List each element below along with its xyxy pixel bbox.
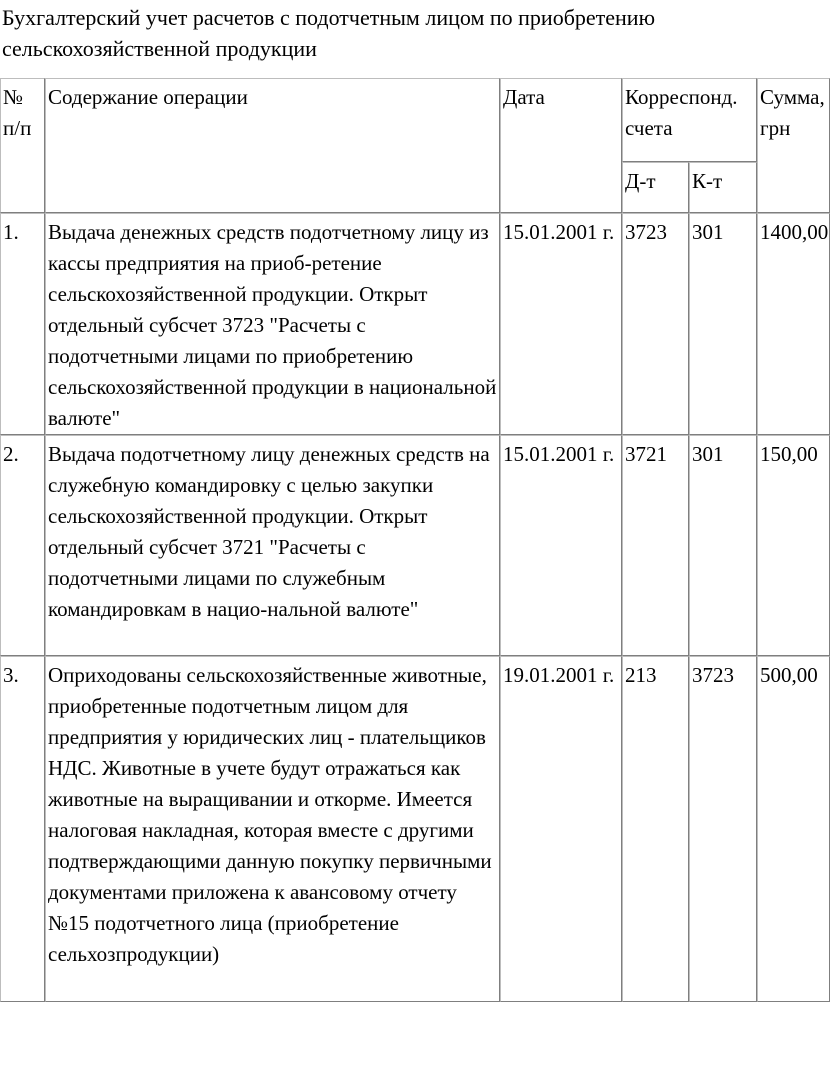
header-content: Содержание операции: [45, 78, 500, 213]
row-debit: 3723: [622, 213, 689, 435]
table-row: [0, 435, 830, 656]
header-date: Дата: [500, 78, 622, 213]
header-number: № п/п: [0, 78, 45, 213]
header-accounts: Корреспонд. счета: [622, 78, 757, 162]
table-row: [0, 656, 830, 1002]
row-date: 19.01.2001 г.: [500, 656, 622, 1002]
row-number: 1.: [0, 213, 45, 435]
header-credit: К-т: [689, 162, 757, 213]
row-credit: 3723: [689, 656, 757, 1002]
row-debit: 3721: [622, 435, 689, 656]
header-debit: Д-т: [622, 162, 689, 213]
table-row: [0, 213, 830, 435]
header-sum: Сумма, грн: [757, 78, 830, 213]
row-debit: 213: [622, 656, 689, 1002]
row-content: Оприходованы сельскохозяйственные животные, приобретенные подотчетным лицом для предприятия у юридических лиц - плательщиков НДС. Животные в учете будут отражаться как животные на выращивании и откорме. Имеется налоговая накладная, которая вместе с другими подтверждающими данную покупку первичными документами приложена к авансовому отчету №15 подотчетного лица (приобретение сельхозпродукции): [45, 656, 500, 1002]
table-frame: [0, 78, 830, 1080]
row-credit: 301: [689, 213, 757, 435]
row-sum: 500,00: [757, 656, 830, 1002]
document-title: Бухгалтерский учет расчетов с подотчетным лицом по приобретению сельскохозяйственной продукции: [2, 5, 656, 61]
accounting-table: [0, 78, 830, 1002]
row-credit: 301: [689, 435, 757, 656]
row-sum: 150,00: [757, 435, 830, 656]
row-number: 2.: [0, 435, 45, 656]
row-sum: 1400,00: [757, 213, 830, 435]
row-date: 15.01.2001 г.: [500, 435, 622, 656]
row-date: 15.01.2001 г.: [500, 213, 622, 435]
row-number: 3.: [0, 656, 45, 1002]
row-content: Выдача денежных средств подотчетному лицу из кассы предприятия на приоб-ретение сельскохозяйственной продукции. Открыт отдельный субсчет 3723 "Расчеты с подотчетными лицами по приобретению сельскохозяйственной продукции в национальной валюте": [45, 213, 500, 435]
row-content: Выдача подотчетному лицу денежных средств на служебную командировку с целью закупки сельскохозяйственной продукции. Открыт отдельный субсчет 3721 "Расчеты с подотчетными лицами по служебным командировкам в нацио-нальной валюте": [45, 435, 500, 656]
